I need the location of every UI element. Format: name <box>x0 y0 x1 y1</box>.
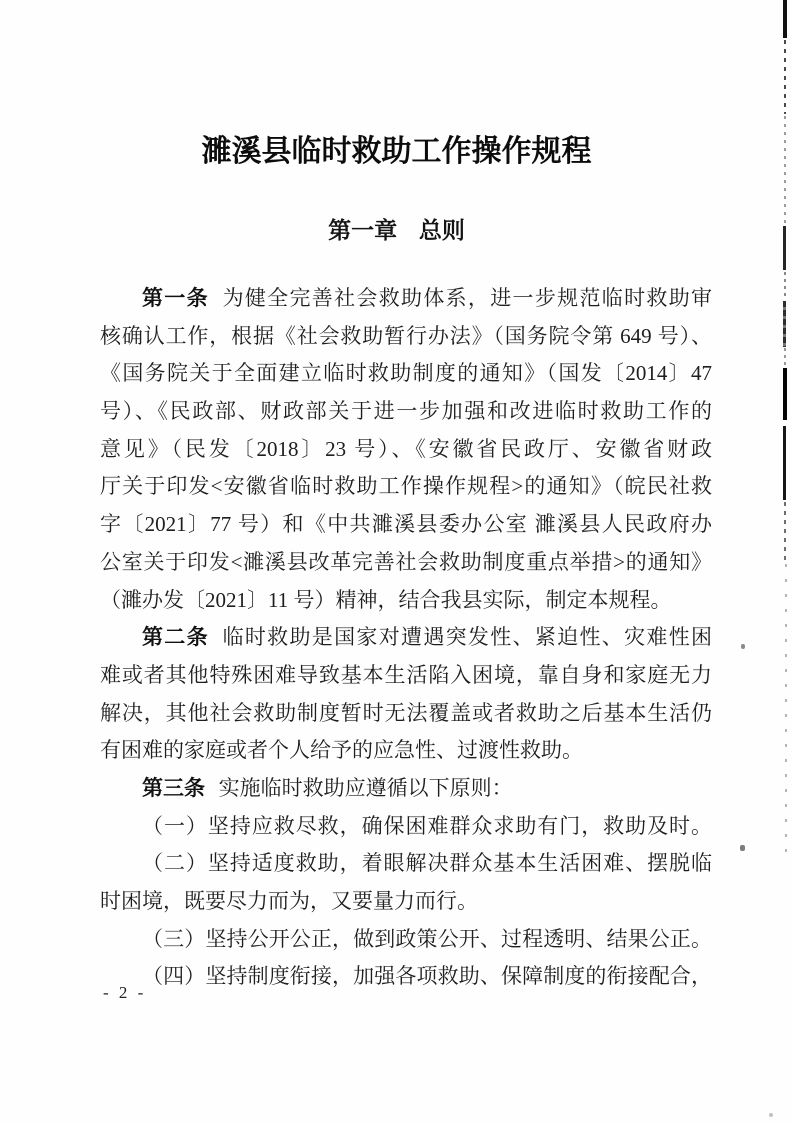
body-line: 字〔2021〕77 号）和《中共濉溪县委办公室 濉溪县人民政府办 <box>100 512 712 537</box>
document-body <box>100 280 712 996</box>
scan-artifact-edge-line <box>783 0 787 38</box>
body-line: 时困境，既要尽力而为，又要量力而行。 <box>100 889 478 913</box>
scan-artifact-edge-line <box>785 564 787 864</box>
body-line: （三）坚持公开公正，做到政策公开、过程透明、结果公正。 <box>142 926 712 951</box>
article-term: 第三条 <box>142 776 205 800</box>
page-number: - 2 - <box>103 983 147 1002</box>
scan-artifact-edge-line <box>783 301 786 347</box>
scan-artifact-edge-line <box>784 348 786 368</box>
article-term: 第一条 <box>142 287 209 310</box>
body-line: 难或者其他特殊困难导致基本生活陷入困境，靠自身和家庭无力 <box>100 662 712 687</box>
body-line: 号）、《民政部、财政部关于进一步加强和改进临时救助工作的 <box>100 399 712 424</box>
article-term: 第二条 <box>142 626 209 650</box>
chapter-heading <box>0 212 793 245</box>
scan-artifact-speck <box>741 644 745 649</box>
scan-artifact-edge-line <box>783 426 786 500</box>
scan-artifact-edge-line <box>783 368 787 420</box>
body-line: 核确认工作，根据《社会救助暂行办法》（国务院令第 649 号）、 <box>100 323 712 348</box>
body-line: 《国务院关于全面建立临时救助制度的通知》（国发〔2014〕47 <box>100 361 712 386</box>
scan-artifact-speck <box>769 1113 773 1117</box>
document-title: 濉溪县临时救助工作操作规程 <box>201 135 592 168</box>
body-line: （濉办发〔2021〕11 号）精神，结合我县实际，制定本规程。 <box>100 587 672 612</box>
body-line: 有困难的家庭或者个人给予的应急性、过渡性救助。 <box>100 738 583 763</box>
body-line: 第一条 为健全完善社会救助体系，进一步规范临时救助审 <box>142 286 712 310</box>
body-line: 解决，其他社会救助制度暂时无法覆盖或者救助之后基本生活仍 <box>100 700 712 725</box>
body-line: 意见》（民发〔2018〕23 号）、《安徽省民政厅、安徽省财政 <box>100 436 712 461</box>
body-line: 公室关于印发<濉溪县改革完善社会救助制度重点举措>的通知》 <box>100 549 712 574</box>
chapter-title: 总则 <box>418 217 465 243</box>
body-line: 厅关于印发<安徽省临时救助工作操作规程>的通知》（皖民社救 <box>100 474 712 499</box>
body-line: 第二条 临时救助是国家对遭遇突发性、紧迫性、灾难性困 <box>142 625 712 650</box>
chapter-number: 第一章 <box>328 217 398 243</box>
body-line: 第三条 实施临时救助应遵循以下原则： <box>142 775 513 800</box>
scan-artifact-speck <box>740 845 745 851</box>
body-line: （二）坚持适度救助，着眼解决群众基本生活困难、摆脱临 <box>142 851 712 876</box>
body-line: （四）坚持制度衔接，加强各项救助、保障制度的衔接配合， <box>142 964 712 989</box>
scan-artifact-edge-line <box>784 502 786 562</box>
body-line: （一）坚持应救尽救，确保困难群众求助有门，救助及时。 <box>142 813 712 838</box>
scan-artifact-edge-line <box>784 272 786 300</box>
scan-artifact-edge-line <box>784 40 786 114</box>
